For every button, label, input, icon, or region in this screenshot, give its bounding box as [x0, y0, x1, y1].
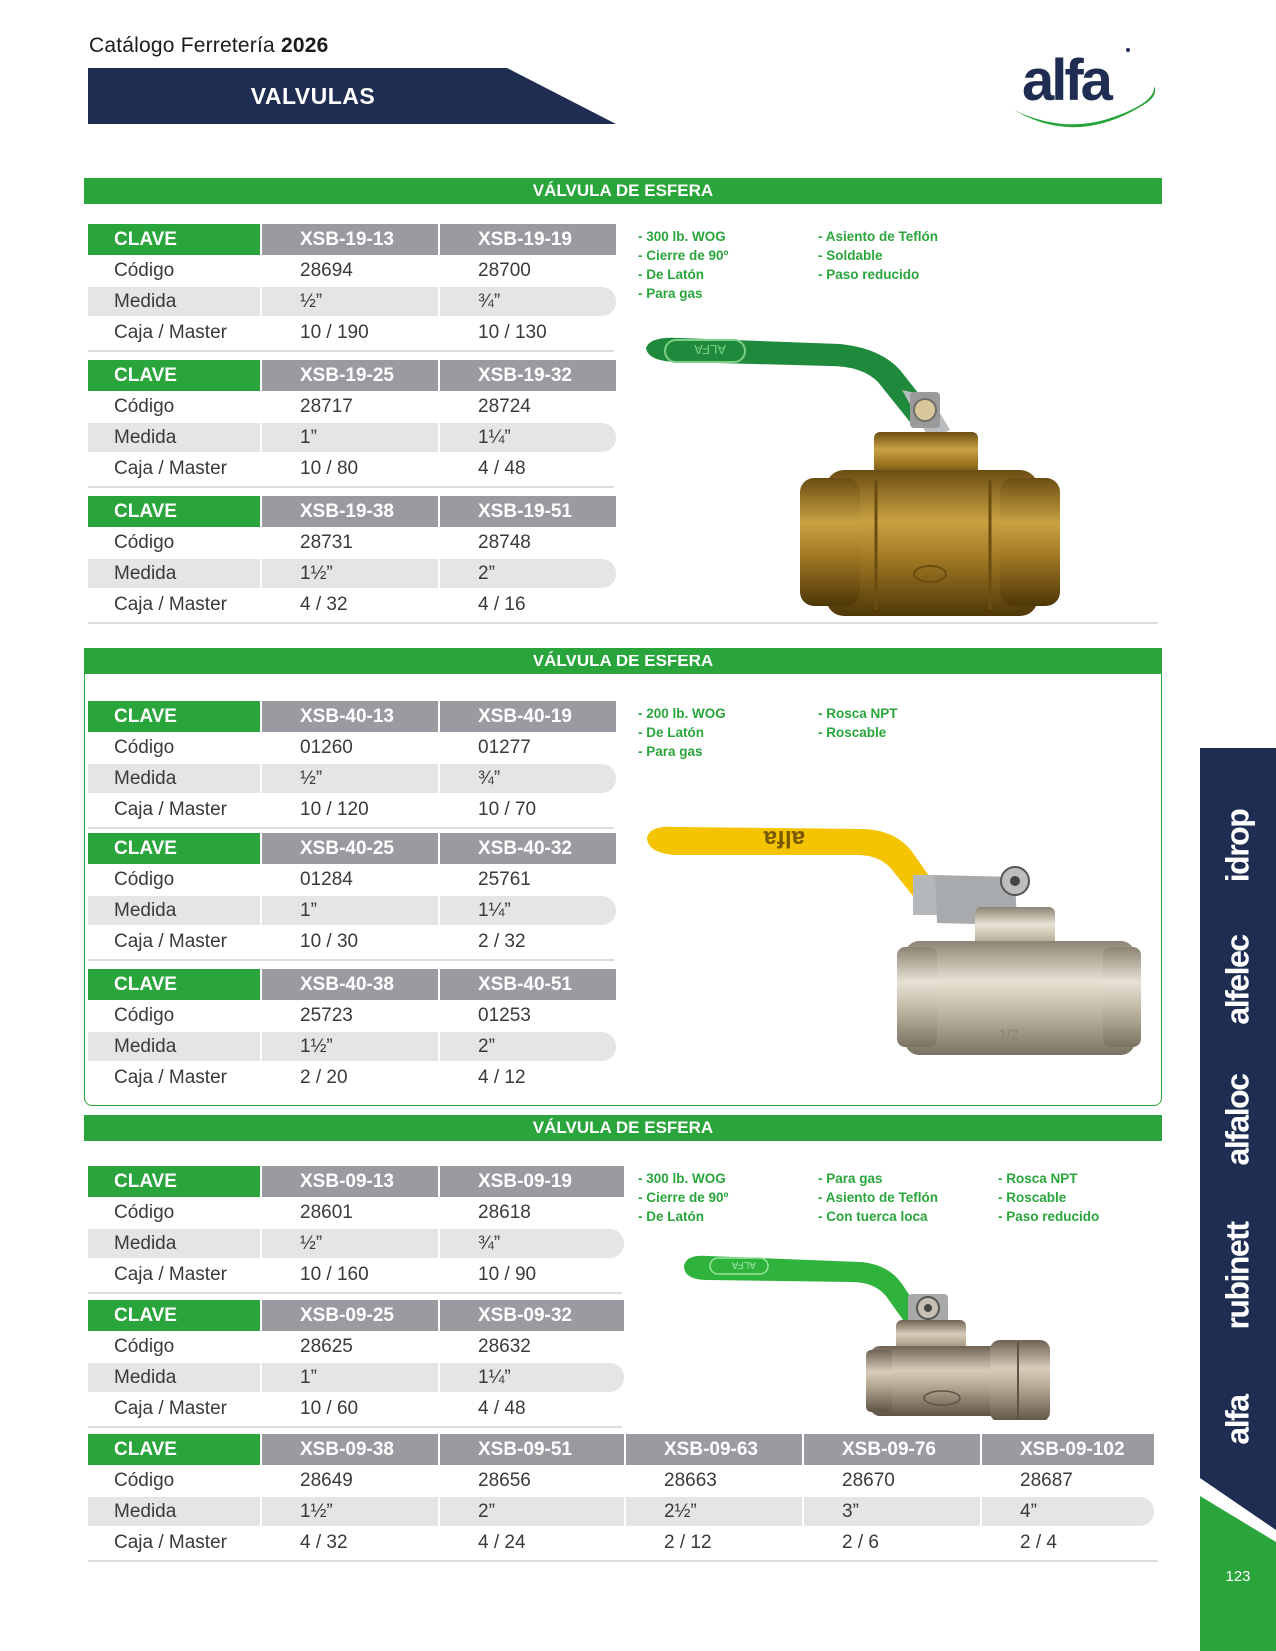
label-clave: CLAVE: [88, 1166, 260, 1197]
label-caja: Caja / Master: [114, 1066, 227, 1088]
clave-cell: XSB-09-38: [262, 1434, 438, 1465]
codigo-cell: 28748: [478, 531, 531, 553]
clave-cell: XSB-09-51: [440, 1434, 624, 1465]
caja-cell: 4 / 32: [300, 1531, 348, 1553]
caja-cell: 10 / 80: [300, 457, 359, 479]
row-divider: [88, 1560, 1158, 1562]
label-codigo: Código: [114, 395, 175, 417]
caja-cell: 2 / 32: [478, 930, 526, 952]
catalog-title-text: Catálogo Ferretería: [89, 34, 275, 57]
clave-cell: XSB-40-13: [262, 701, 438, 732]
caja-cell: 10 / 90: [478, 1263, 537, 1285]
label-clave: CLAVE: [88, 833, 260, 864]
clave-cell: XSB-19-51: [440, 496, 616, 527]
caja-cell: 10 / 60: [300, 1397, 359, 1419]
medida-cell: 1¼”: [440, 1363, 624, 1392]
medida-cell: 2”: [440, 559, 616, 588]
label-clave: CLAVE: [88, 969, 260, 1000]
clave-cell: XSB-09-32: [440, 1300, 624, 1331]
codigo-cell: 28670: [842, 1469, 895, 1491]
table-row: [88, 286, 1158, 317]
features-col-1: [638, 227, 728, 303]
clave-cell: XSB-19-38: [262, 496, 438, 527]
medida-cell: 1¼”: [440, 423, 616, 452]
caja-cell: 2 / 6: [842, 1531, 879, 1553]
medida-cell: 2”: [440, 1497, 624, 1526]
table-row: [88, 864, 616, 895]
feature-item: - 300 lb. WOG: [638, 1169, 728, 1188]
caja-cell: 2 / 4: [1020, 1531, 1057, 1553]
label-clave: CLAVE: [88, 496, 260, 527]
feature-item: - Asiento de Teflón: [818, 227, 938, 246]
medida-cell: ¾”: [440, 287, 616, 316]
label-caja: Caja / Master: [114, 1531, 227, 1553]
label-clave: CLAVE: [88, 224, 260, 255]
codigo-cell: 28724: [478, 395, 531, 417]
spec-table-xsb-40: [88, 701, 616, 1093]
label-medida: Medida: [88, 1229, 260, 1258]
table-row: [88, 969, 616, 1000]
brand-side-tab: [1200, 748, 1276, 1651]
clave-cell: XSB-09-19: [440, 1166, 624, 1197]
catalog-year: 2026: [280, 34, 329, 57]
medida-cell: 1”: [262, 896, 438, 925]
brand-alfa: alfa: [1219, 1395, 1256, 1445]
label-codigo: Código: [114, 1335, 175, 1357]
table-row: [88, 224, 1158, 255]
medida-cell: 1¼”: [440, 896, 616, 925]
section-title-2: VÁLVULA DE ESFERA: [84, 648, 1162, 674]
medida-cell: 4”: [982, 1497, 1154, 1526]
feature-item: - Asiento de Teflón: [818, 1188, 938, 1207]
label-caja: Caja / Master: [114, 321, 227, 343]
label-clave: CLAVE: [88, 360, 260, 391]
feature-item: - Soldable: [818, 246, 938, 265]
table-row: [88, 1496, 1158, 1527]
label-medida: Medida: [88, 764, 260, 793]
medida-cell: 2”: [440, 1032, 616, 1061]
label-clave: CLAVE: [88, 1300, 260, 1331]
label-clave: CLAVE: [88, 1434, 260, 1465]
clave-cell: XSB-09-63: [626, 1434, 802, 1465]
label-codigo: Código: [114, 1004, 175, 1026]
brand-rubinett: rubinett: [1219, 1222, 1256, 1330]
codigo-cell: 28632: [478, 1335, 531, 1357]
caja-cell: 4 / 48: [478, 1397, 526, 1419]
features-col-1: [638, 704, 726, 761]
medida-cell: 1½”: [262, 1497, 438, 1526]
clave-cell: XSB-40-32: [440, 833, 616, 864]
label-codigo: Código: [114, 531, 175, 553]
caja-cell: 4 / 24: [478, 1531, 526, 1553]
codigo-cell: 25761: [478, 868, 531, 890]
label-medida: Medida: [88, 1363, 260, 1392]
feature-item: - Cierre de 90º: [638, 1188, 728, 1207]
alfa-logo: [1008, 40, 1168, 132]
features-col-2: [818, 1169, 938, 1226]
caja-cell: 10 / 120: [300, 798, 369, 820]
table-row: [88, 895, 616, 926]
table-row: [88, 1062, 616, 1093]
clave-cell: XSB-40-25: [262, 833, 438, 864]
medida-cell: ¾”: [440, 1229, 624, 1258]
medida-cell: 1½”: [262, 1032, 438, 1061]
codigo-cell: 28601: [300, 1201, 353, 1223]
clave-cell: XSB-40-19: [440, 701, 616, 732]
feature-item: - 300 lb. WOG: [638, 227, 728, 246]
codigo-cell: 28717: [300, 395, 353, 417]
medida-cell: ½”: [262, 287, 438, 316]
feature-item: - Para gas: [818, 1169, 938, 1188]
label-caja: Caja / Master: [114, 593, 227, 615]
label-caja: Caja / Master: [114, 1397, 227, 1419]
feature-item: - Paso reducido: [818, 265, 938, 284]
codigo-cell: 28731: [300, 531, 353, 553]
label-caja: Caja / Master: [114, 798, 227, 820]
caja-cell: 10 / 190: [300, 321, 369, 343]
caja-cell: 4 / 12: [478, 1066, 526, 1088]
brand-alfaloc: alfaloc: [1219, 1074, 1256, 1166]
label-caja: Caja / Master: [114, 930, 227, 952]
clave-cell: XSB-40-38: [262, 969, 438, 1000]
feature-item: - Rosca NPT: [998, 1169, 1099, 1188]
ball-valve-nickel-image: [645, 815, 1145, 1060]
section-banner-title: VALVULAS: [250, 83, 376, 109]
section-title-1: VÁLVULA DE ESFERA: [84, 178, 1162, 204]
clave-cell: XSB-19-19: [440, 224, 616, 255]
feature-item: - De Latón: [638, 723, 726, 742]
feature-item: - Rosca NPT: [818, 704, 898, 723]
caja-cell: 4 / 32: [300, 593, 348, 615]
codigo-cell: 28694: [300, 259, 353, 281]
brand-alfelec: alfelec: [1219, 935, 1256, 1025]
features-col-2: [818, 227, 938, 284]
feature-item: - Cierre de 90º: [638, 246, 728, 265]
table-row: [88, 763, 616, 794]
codigo-cell: 01260: [300, 736, 353, 758]
table-row: [88, 1031, 616, 1062]
caja-cell: 2 / 12: [664, 1531, 712, 1553]
medida-cell: ½”: [262, 764, 438, 793]
codigo-cell: 28663: [664, 1469, 717, 1491]
codigo-cell: 01284: [300, 868, 353, 890]
label-medida: Medida: [88, 559, 260, 588]
clave-cell: XSB-09-76: [804, 1434, 980, 1465]
caja-cell: 4 / 16: [478, 593, 526, 615]
caja-cell: 10 / 70: [478, 798, 537, 820]
table-row: [88, 1465, 1158, 1496]
caja-cell: 2 / 20: [300, 1066, 348, 1088]
codigo-cell: 28649: [300, 1469, 353, 1491]
table-row: [88, 1527, 1158, 1558]
features-col-3: [998, 1169, 1099, 1226]
clave-cell: XSB-09-102: [982, 1434, 1154, 1465]
codigo-cell: 25723: [300, 1004, 353, 1026]
label-medida: Medida: [88, 896, 260, 925]
table-row: [88, 926, 616, 957]
codigo-cell: 01277: [478, 736, 531, 758]
label-codigo: Código: [114, 1469, 175, 1491]
table-row: [88, 732, 616, 763]
page-number: 123: [1225, 1568, 1251, 1585]
caja-cell: 10 / 130: [478, 321, 547, 343]
table-row: [88, 1000, 616, 1031]
table-row: [88, 255, 1158, 286]
medida-cell: 1”: [262, 423, 438, 452]
feature-item: - Con tuerca loca: [818, 1207, 938, 1226]
medida-cell: ½”: [262, 1229, 438, 1258]
feature-item: - Roscable: [998, 1188, 1099, 1207]
label-medida: Medida: [88, 1032, 260, 1061]
clave-cell: XSB-19-13: [262, 224, 438, 255]
clave-cell: XSB-19-32: [440, 360, 616, 391]
valve-size-mark: 1/2: [999, 1026, 1019, 1042]
caja-cell: 4 / 48: [478, 457, 526, 479]
label-codigo: Código: [114, 736, 175, 758]
caja-cell: 10 / 30: [300, 930, 359, 952]
handle-label: alfa: [763, 825, 805, 852]
label-medida: Medida: [88, 423, 260, 452]
catalog-title: [89, 34, 328, 58]
clave-cell: XSB-40-51: [440, 969, 616, 1000]
label-codigo: Código: [114, 259, 175, 281]
medida-cell: ¾”: [440, 764, 616, 793]
caja-cell: 10 / 160: [300, 1263, 369, 1285]
table-row: [88, 833, 616, 864]
features-col-2: [818, 704, 898, 742]
medida-cell: 1½”: [262, 559, 438, 588]
logo-text: alfa: [1022, 48, 1110, 113]
ball-valve-brass-image: [640, 330, 1140, 620]
feature-item: - Para gas: [638, 284, 728, 303]
table-row: [88, 1434, 1158, 1465]
handle-label: ALFA: [731, 1259, 756, 1270]
codigo-cell: 28618: [478, 1201, 531, 1223]
table-row: [88, 701, 616, 732]
codigo-cell: 28687: [1020, 1469, 1073, 1491]
section-title-3: VÁLVULA DE ESFERA: [84, 1115, 1162, 1141]
table-row: [88, 794, 616, 825]
codigo-cell: 01253: [478, 1004, 531, 1026]
feature-item: - Roscable: [818, 723, 898, 742]
medida-cell: 3”: [804, 1497, 980, 1526]
label-caja: Caja / Master: [114, 1263, 227, 1285]
clave-cell: XSB-09-25: [262, 1300, 438, 1331]
codigo-cell: 28625: [300, 1335, 353, 1357]
label-caja: Caja / Master: [114, 457, 227, 479]
features-col-1: [638, 1169, 728, 1226]
ball-valve-union-image: [680, 1250, 1090, 1420]
feature-item: - De Latón: [638, 1207, 728, 1226]
codigo-cell: 28656: [478, 1469, 531, 1491]
medida-cell: 2½”: [626, 1497, 802, 1526]
handle-label: ALFA: [694, 342, 726, 357]
brand-idrop: idrop: [1219, 809, 1256, 883]
label-medida: Medida: [88, 287, 260, 316]
feature-item: - 200 lb. WOG: [638, 704, 726, 723]
feature-item: - Paso reducido: [998, 1207, 1099, 1226]
label-clave: CLAVE: [88, 701, 260, 732]
clave-cell: XSB-09-13: [262, 1166, 438, 1197]
label-medida: Medida: [88, 1497, 260, 1526]
medida-cell: 1”: [262, 1363, 438, 1392]
label-codigo: Código: [114, 1201, 175, 1223]
feature-item: - Para gas: [638, 742, 726, 761]
codigo-cell: 28700: [478, 259, 531, 281]
label-codigo: Código: [114, 868, 175, 890]
row-divider: [88, 622, 1158, 624]
clave-cell: XSB-19-25: [262, 360, 438, 391]
feature-item: - De Latón: [638, 265, 728, 284]
